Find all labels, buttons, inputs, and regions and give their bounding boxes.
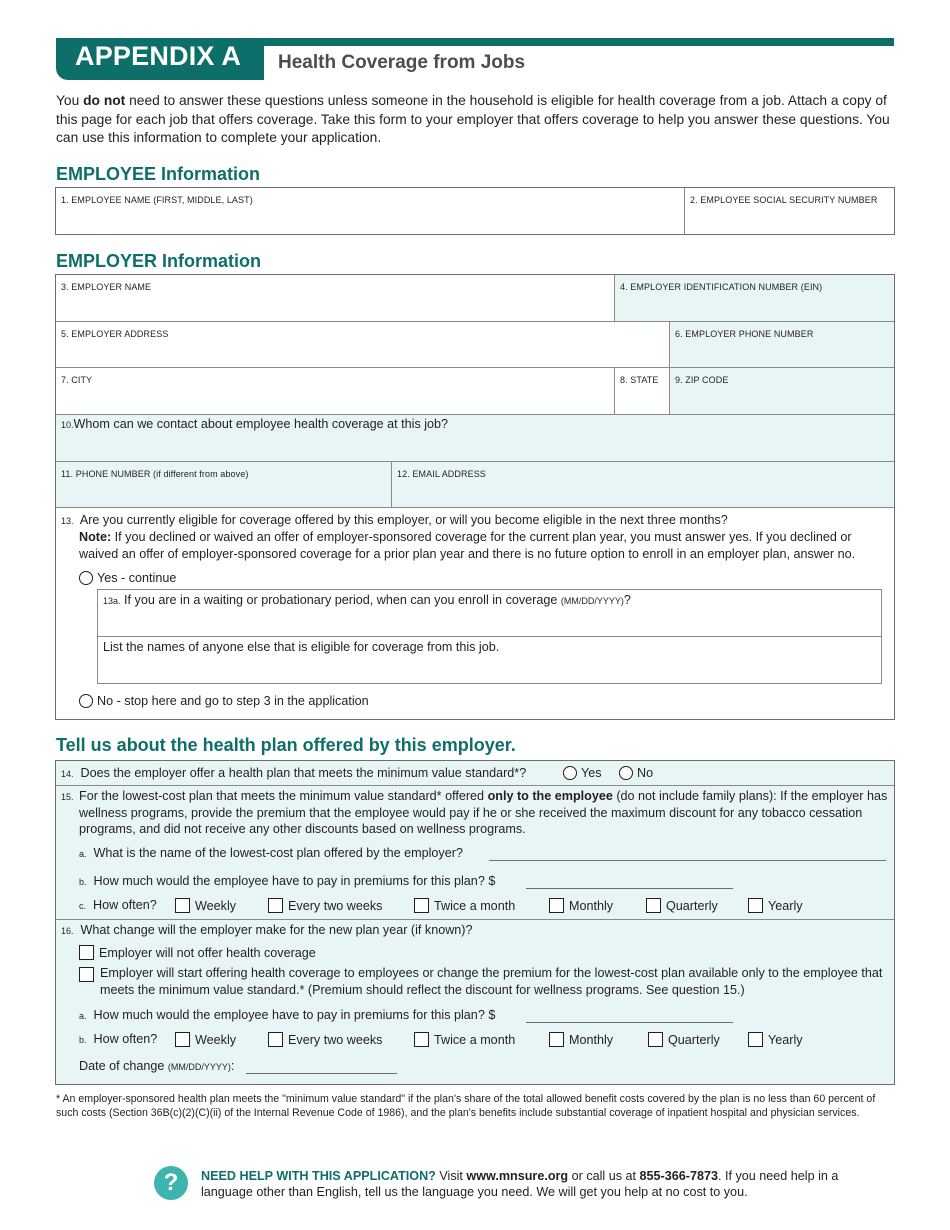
mnsure-link[interactable]: www.mnsure.org [466, 1169, 569, 1183]
q15c-quarterly-checkbox[interactable] [646, 898, 661, 913]
q13a-field[interactable] [98, 590, 881, 637]
employer-phone-label: 6. EMPLOYER PHONE NUMBER [675, 329, 814, 339]
q16b-twice-a-month-checkbox[interactable] [414, 1032, 429, 1047]
help-question-icon: ? [154, 1166, 188, 1200]
q16b-yearly-checkbox[interactable] [748, 1032, 763, 1047]
q13-yes-radio[interactable] [79, 571, 93, 585]
q14-no-radio[interactable] [619, 766, 633, 780]
minimum-value-footnote: * An employer-sponsored health plan meets the "minimum value standard" if the plan's share of the total allowed benefit costs covered by the plan is no less than 60 percent of such costs (Section 36B(c)(2)(C)(ii) of the Internal Revenue Code of 1986), and the plan's benefits include substantial coverage of inpatient hospital and physician services. [56, 1093, 876, 1119]
q14-no-option[interactable]: No [619, 765, 653, 782]
plan-section-title: Tell us about the health plan offered by this employer. [56, 735, 516, 755]
q15c-quarterly[interactable]: Quarterly [646, 898, 718, 913]
q15c-every-two-weeks[interactable]: Every two weeks [268, 898, 382, 913]
q13a-box [97, 589, 882, 684]
q15a-text: a. What is the name of the lowest-cost plan offered by the employer? [79, 846, 463, 860]
q13-no-option[interactable]: No - stop here and go to step 3 in the application [79, 693, 369, 710]
employer-ein-field[interactable] [615, 275, 894, 322]
date-of-change-line[interactable] [246, 1073, 397, 1074]
state-field[interactable] [615, 368, 670, 415]
q15c-every-two-weeks-checkbox[interactable] [268, 898, 283, 913]
employer-ein-label: 4. EMPLOYER IDENTIFICATION NUMBER (EIN) [620, 282, 823, 292]
q13a-label: 13a. If you are in a waiting or probationary period, when can you enroll in coverage (MM/DD/YYYY)? [103, 593, 631, 607]
q16-option-start-offering: Employer will start offering health coverage to employees or change the premium for the lowest-cost plan available only to the employee that meets the minimum value standard.* (Premium should reflect the discount for wellness programs. See question 15.) [100, 966, 883, 997]
contact-label: 10.Whom can we contact about employee health coverage at this job? [61, 417, 449, 431]
city-label: 7. CITY [61, 375, 93, 385]
plan-box [55, 760, 895, 1085]
q15-number: 15. [61, 792, 74, 802]
eligible-names-field[interactable] [98, 637, 881, 683]
q16a-text: a. How much would the employee have to pay in premiums for this plan? $ [79, 1008, 496, 1022]
q15c-yearly-checkbox[interactable] [748, 898, 763, 913]
q16b-every-two-weeks-checkbox[interactable] [268, 1032, 283, 1047]
intro-text: You do not need to answer these questions unless someone in the household is eligible for health coverage from a job. Attach a copy of this page for each job that offers coverage. Take this form to your employer that offers coverage to help you answer these questions. You can use this information to complete your application. [56, 93, 890, 145]
q15c-label: c. How often? [79, 898, 157, 912]
q16b-yearly[interactable]: Yearly [748, 1032, 803, 1047]
employer-box [55, 274, 895, 720]
email-label: 12. EMAIL ADDRESS [397, 469, 486, 479]
q15a-answer-line[interactable] [489, 860, 886, 861]
q15-section [56, 786, 894, 920]
q15b-text: b. How much would the employee have to pay in premiums for this plan? $ [79, 874, 496, 888]
q16b-row [79, 1032, 889, 1052]
date-of-change-label: Date of change (MM/DD/YYYY): [79, 1059, 235, 1073]
q16b-monthly-checkbox[interactable] [549, 1032, 564, 1047]
state-label: 8. STATE [620, 375, 659, 385]
q16-no-coverage-checkbox[interactable] [79, 945, 94, 960]
employer-section-title: EMPLOYER Information [56, 251, 262, 271]
employer-phone-field[interactable] [670, 322, 894, 368]
q16b-label: b. How often? [79, 1032, 158, 1046]
q16b-twice-a-month[interactable]: Twice a month [414, 1032, 515, 1047]
q15-text: For the lowest-cost plan that meets the minimum value standard* offered only to the employee (do not include family plans): If the employer has wellness programs, provide the premium that the employee would pay if he or she received the maximum discount for any tobacco cessation programs, and did not receive any other discounts based on wellness programs. [79, 789, 888, 836]
alt-phone-label: 11. PHONE NUMBER (if different from above) [61, 469, 249, 479]
employee-ssn-label: 2. EMPLOYEE SOCIAL SECURITY NUMBER [690, 195, 878, 205]
q15c-row [79, 898, 889, 918]
zip-field[interactable] [670, 368, 894, 415]
alt-phone-field[interactable] [56, 462, 392, 508]
q14-yes-option[interactable]: Yes [563, 765, 602, 782]
q13-note: Note: If you declined or waived an offer of employer-sponsored coverage for the current plan year, you must answer yes. If you declined or waived an offer of employer-sponsored coverage for a prior plan year and there is no future option to enroll in an employer plan, answer no. [79, 530, 856, 561]
q16b-weekly-checkbox[interactable] [175, 1032, 190, 1047]
employee-name-field[interactable] [56, 188, 685, 234]
q14-text: 14. Does the employer offer a health plan that meets the minimum value standard*? [61, 766, 527, 780]
appendix-subtitle: Health Coverage from Jobs [278, 52, 526, 73]
q16b-quarterly-checkbox[interactable] [648, 1032, 663, 1047]
q13-no-radio[interactable] [79, 694, 93, 708]
zip-label: 9. ZIP CODE [675, 375, 729, 385]
q15c-monthly-checkbox[interactable] [549, 898, 564, 913]
q15c-twice-a-month-checkbox[interactable] [414, 898, 429, 913]
help-text: NEED HELP WITH THIS APPLICATION? Visit www.mnsure.org or call us at 855-366-7873. If you need help in a language other than English, tell us the language you need. We will get you help at no cost to you. [201, 1169, 839, 1199]
q16b-weekly[interactable]: Weekly [175, 1032, 236, 1047]
q16-start-offering-checkbox[interactable] [79, 967, 94, 982]
employee-box [55, 187, 895, 235]
q16b-every-two-weeks[interactable]: Every two weeks [268, 1032, 382, 1047]
q13-yes-option[interactable]: Yes - continue [79, 570, 176, 587]
q13-text: 13. Are you currently eligible for coverage offered by this employer, or will you become eligible in the next three months? [61, 513, 728, 527]
q16a-answer-line[interactable] [526, 1022, 733, 1023]
employer-name-field[interactable] [56, 275, 615, 322]
eligible-names-label: List the names of anyone else that is eligible for coverage from this job. [103, 640, 500, 654]
q16b-quarterly[interactable]: Quarterly [648, 1032, 720, 1047]
city-field[interactable] [56, 368, 615, 415]
q15b-answer-line[interactable] [526, 888, 733, 889]
email-field[interactable] [392, 462, 894, 508]
employee-name-label: 1. EMPLOYEE NAME (FIRST, MIDDLE, LAST) [61, 195, 253, 205]
q15c-monthly[interactable]: Monthly [549, 898, 613, 913]
q15c-weekly-checkbox[interactable] [175, 898, 190, 913]
help-phone: 855-366-7873 [639, 1169, 718, 1183]
contact-field[interactable] [56, 415, 894, 462]
q16-option-no-coverage[interactable]: Employer will not offer health coverage [79, 945, 316, 962]
q16-section [56, 920, 894, 1084]
header-rule [262, 38, 894, 46]
q14-yes-radio[interactable] [563, 766, 577, 780]
q16-text: 16. What change will the employer make for the new plan year (if known)? [61, 923, 473, 937]
employer-address-field[interactable] [56, 322, 670, 368]
employee-section-title: EMPLOYEE Information [56, 164, 261, 184]
q15c-weekly[interactable]: Weekly [175, 898, 236, 913]
employee-ssn-field[interactable] [685, 188, 894, 234]
q15c-twice-a-month[interactable]: Twice a month [414, 898, 515, 913]
employer-name-label: 3. EMPLOYER NAME [61, 282, 152, 292]
q14-row [56, 761, 894, 786]
appendix-title: APPENDIX A [56, 38, 264, 80]
q15c-yearly[interactable]: Yearly [748, 898, 803, 913]
q16b-monthly[interactable]: Monthly [549, 1032, 613, 1047]
employer-address-label: 5. EMPLOYER ADDRESS [61, 329, 169, 339]
